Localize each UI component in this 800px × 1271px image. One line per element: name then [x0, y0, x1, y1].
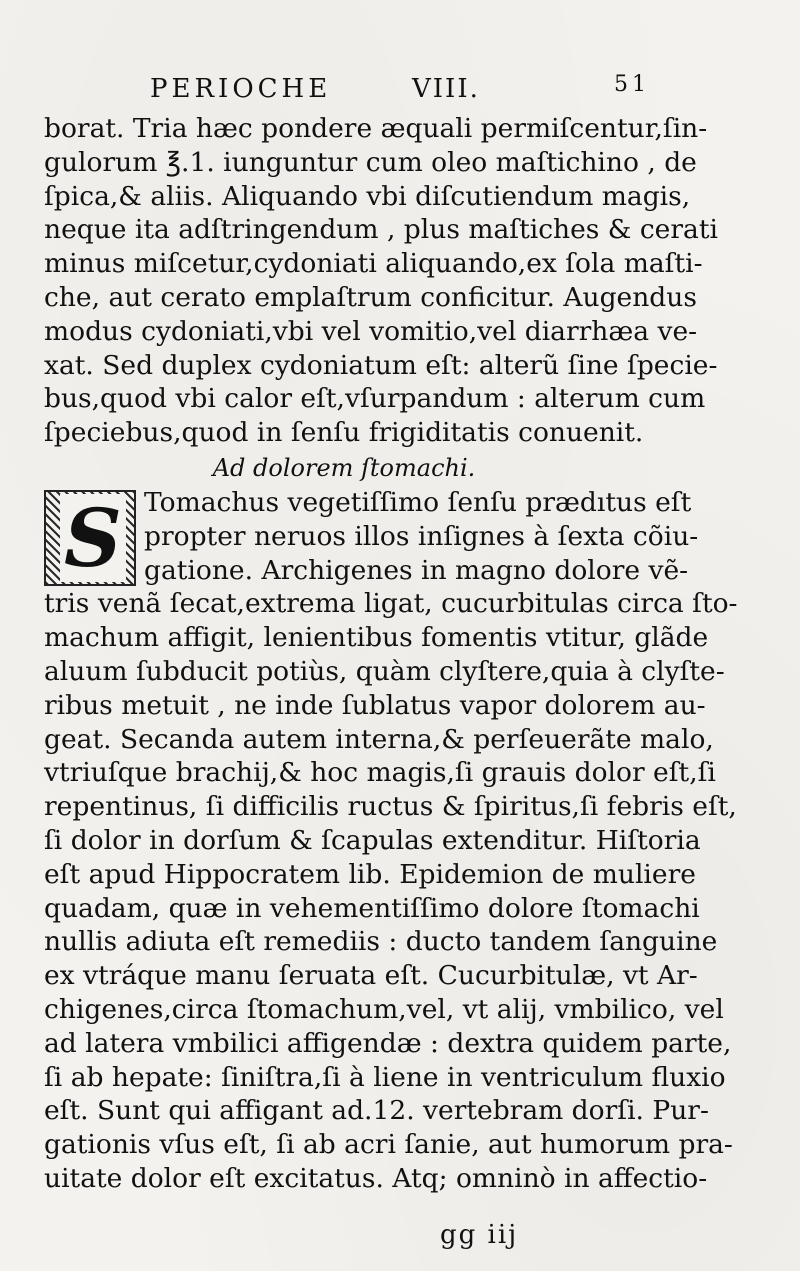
running-title: PERIOCHE	[150, 74, 332, 104]
text-line: ſi ab hepate: ſiniſtra,ſi à liene in ventriculum fluxio	[44, 1061, 726, 1093]
text-line: aluum ſubducit potiùs, quàm clyſtere,quia à clyſte-	[44, 655, 725, 687]
section-number: VIII.	[412, 74, 480, 104]
text-line: eſt. Sunt qui affigant ad.12. vertebram dorſi. Pur-	[44, 1095, 709, 1127]
text-line: minus miſcetur,cydoniati aliquando,ex ſola maſti-	[44, 248, 703, 280]
text-line: propter neruos illos inſignes à ſexta cõiu-	[144, 520, 699, 552]
text-line: ſpica,& aliis. Aliquando vbi diſcutiendum magis,	[44, 180, 691, 212]
text-line: bus,quod vbi calor eſt,vſurpandum : alterum cum	[44, 383, 706, 415]
section-heading: Ad dolorem ſtomachi.	[212, 453, 476, 482]
paragraph	[44, 486, 738, 1196]
text-line: machum affigit, lenientibus fomentis vtitur, glãde	[44, 622, 709, 654]
signature-mark: gg iij	[440, 1220, 519, 1250]
text-line: xat. Sed duplex cydoniatum eſt: alterũ ſine ſpecie-	[44, 349, 718, 381]
text-line: uitate dolor eſt excitatus. Atq; omninò in affectio-	[44, 1162, 708, 1194]
text-line: vtriuſque brachij,& hoc magis,ſi grauis dolor eſt,ſi	[44, 757, 716, 789]
text-line: eſt apud Hippocratem lib. Epidemion de muliere	[44, 858, 696, 890]
text-line: che, aut cerato emplaſtrum conficitur. Augendus	[44, 281, 697, 313]
text-line: gatione. Archigenes in magno dolore vẽ-	[144, 554, 689, 586]
page-number: 51	[614, 72, 650, 97]
text-line: ſpeciebus,quod in ſenſu frigiditatis conuenit.	[44, 417, 644, 449]
text-line: modus cydoniati,vbi vel vomitio,vel diarrhæa ve-	[44, 315, 698, 347]
text-line: gulorum ℥.1. iunguntur cum oleo maſtichino , de	[44, 146, 697, 178]
text-line: ſi dolor in dorſum & ſcapulas extenditur. Hiſtoria	[44, 824, 701, 856]
paragraph	[44, 112, 718, 450]
text-line: geat. Secanda autem interna,& perſeuerãte malo,	[44, 723, 714, 755]
text-line: borat. Tria hæc pondere æquali permiſcentur,ſin-	[44, 113, 708, 144]
text-line: chigenes,circa ſtomachum,vel, vt alij, vmbilico, vel	[44, 993, 724, 1025]
text-line: ad latera vmbilici affigendæ : dextra quidem parte,	[44, 1027, 732, 1059]
text-line: neque ita adſtringendum , plus maſtiches & cerati	[44, 214, 718, 246]
decorated-initial	[44, 490, 136, 586]
text-line: ribus metuit , ne inde ſublatus vapor dolorem au-	[44, 689, 706, 721]
text-line: quadam, quæ in vehementiſſimo dolore ſtomachi	[44, 892, 700, 924]
text-line: gationis vſus eſt, ſi ab acri ſanie, aut humorum pra-	[44, 1129, 733, 1161]
text-body	[44, 112, 738, 1196]
text-line: Tomachus vegetiſſimo ſenſu prædıtus eſt	[144, 486, 692, 518]
text-line: tris venã ſecat,extrema ligat, cucurbitulas circa ſto-	[44, 588, 738, 620]
text-line: ex vtráque manu ſeruata eſt. Cucurbitulæ, vt Ar-	[44, 960, 698, 992]
text-line: nullis adiuta eſt remediis : ducto tandem ſanguine	[44, 926, 718, 958]
initial-letter: S	[60, 494, 126, 582]
running-header	[150, 74, 650, 114]
text-line: repentinus, ſi difficilis ructus & ſpiritus,ſi febris eſt,	[44, 791, 737, 823]
